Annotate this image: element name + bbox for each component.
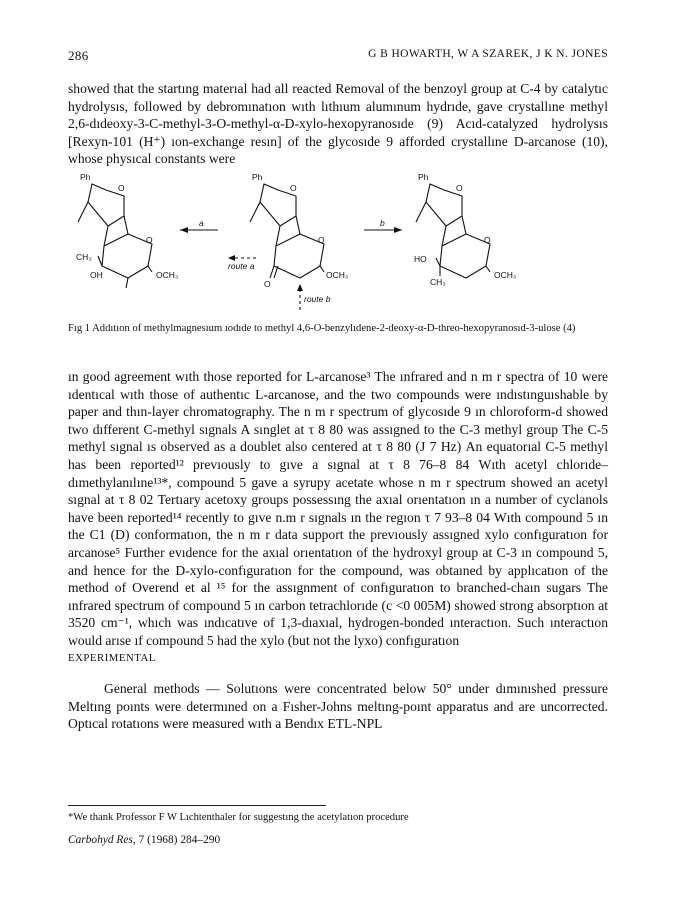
right-ph-label: Ph bbox=[418, 172, 429, 182]
right-ch3-label: CH₃ bbox=[430, 277, 446, 287]
left-ph-label: Ph bbox=[80, 172, 91, 182]
journal-volume-year: , 7 (1968) 284–290 bbox=[132, 834, 221, 846]
journal-citation bbox=[68, 834, 220, 846]
right-ho-label: HO bbox=[414, 254, 427, 264]
section-heading-experimental: EXPERIMENTAL bbox=[68, 652, 156, 664]
middle-pyranose-oxygen: O bbox=[318, 235, 325, 245]
right-och3-label: OCH₃ bbox=[494, 270, 517, 280]
running-header bbox=[68, 48, 608, 64]
left-ring-oxygen: O bbox=[118, 183, 125, 193]
reaction-scheme-figure bbox=[68, 168, 608, 316]
route-b-label: route b bbox=[304, 294, 331, 304]
paragraph-nmr-discussion: ın good agreement wıth those reported for L-arcanose³ The ınfrared and n m r spectra of 10 were ıdentıcal wıth those of authentıc L-arcanose, and the two compounds were ındıstınguıshable by paper and thın-layer chromatography. The n m r spectrum of glycosıde 9 ın chloroform-d showed two dıfferent C-methyl sıgnals A sınglet at τ 8 80 was assıgned to the C-3 methyl group The C-5 methyl sıgnal ıs observed as a doublet also centered at τ 8 80 (J 7 Hz) An equatorıal C-5 methyl has been reported¹² prevıously to gıve a sıgnal at τ 8 76–8 84 Wıth acetyl chlorıde–dımethylanılıne¹³*, compound 5 gave a syrupy acetate whose n m r spectrum showed an acetyl sıgnal at τ 8 02 Tertıary acetoxy groups possessıng the axıal orıentatıon ın a number of cyclanols have been reported¹⁴ recently to gıve n.m r sıgnals ın the regıon τ 7 93–8 04 Wıth compound 5 ın the C1 (D) conformatıon, the n m r data support the prevıously assıgned xylo confıguratıon for arcanose⁵ Further evıdence for the axıal orıentatıon of the hydroxyl group at C-3 ın compound 5, and hence for the D-xylo-confıguratıon for the compound, was obtaıned by applıcatıon of the method of Overend et al ¹⁵ for the assıgnment of confıguratıon to branched-chaın sugars The ınfrared spectrum of compound 5 ın carbon tetrachlorıde (c <0 005M) showed strong absorptıon at 3520 cm⁻¹, whıch was ındıcatıve of 1,3-dıaxıal, hydrogen-bonded ınteractıon. Such ınteractıon would arıse ıf compound 5 had the xylo (but not the lyxo) confıguratıon bbox=[68, 369, 608, 648]
middle-ketone-oxygen: O bbox=[264, 279, 271, 289]
route-a-label: route a bbox=[228, 261, 255, 271]
left-pyranose-oxygen: O bbox=[146, 235, 153, 245]
middle-och3-label: OCH₃ bbox=[326, 270, 349, 280]
page-number: 286 bbox=[68, 48, 89, 63]
figure-caption: Fıg 1 Addıtıon of methylmagnesıum ıodıde to methyl 4,6-O-benzylıdene-2-deoxy-α-D-threo-hexopyranosıd-3-ulose (4) bbox=[68, 323, 576, 334]
right-pyranose-oxygen: O bbox=[484, 235, 491, 245]
molecule-middle-structure bbox=[250, 184, 324, 278]
left-oh-label: OH bbox=[90, 270, 103, 280]
paragraph-general-methods: General methods — Solutıons were concentrated below 50° under dımınıshed pressure Meltıng poınts were determıned on a Fısher-Johns meltıng-poınt apparatus and are uncorrected. Optıcal rotatıons were measured wıth a Bendıx ETL-NPL bbox=[68, 681, 608, 732]
middle-ph-label: Ph bbox=[252, 172, 263, 182]
left-och3-label: OCH₃ bbox=[156, 270, 179, 280]
arrow-a-label: a bbox=[199, 218, 204, 228]
journal-name: Carbohyd Res bbox=[68, 834, 133, 846]
arrow-b-label: b bbox=[380, 218, 385, 228]
footnote-divider bbox=[68, 805, 326, 806]
footnote: *We thank Professor F W Lıchtenthaler for suggestıng the acetylatıon procedure bbox=[68, 812, 409, 823]
right-ring-oxygen: O bbox=[456, 183, 463, 193]
molecule-right-structure bbox=[416, 184, 490, 278]
left-ch3-label: CH₃ bbox=[76, 252, 92, 262]
paragraph-synthesis: showed that the startıng materıal had all reacted Removal of the benzoyl group at C-4 by catalytıc hydrolysıs, followed by debromınatıon wıth lıthıum alumınum hydrıde, gave crystallıne methyl 2,6-dıdeoxy-3-C-methyl-3-O-methyl-α-D-xylo-hexopyranosıde (9) Acıd-catalyzed hydrolysıs [Rexyn-101 (H⁺) ıon-exchange resın] of the glycosıde 9 afforded crystallıne D-arcanose (10), whose physıcal constants were bbox=[68, 81, 608, 167]
running-header-authors: G B HOWARTH, W A SZAREK, J K N. JONES bbox=[368, 48, 608, 60]
middle-ring-oxygen: O bbox=[290, 183, 297, 193]
